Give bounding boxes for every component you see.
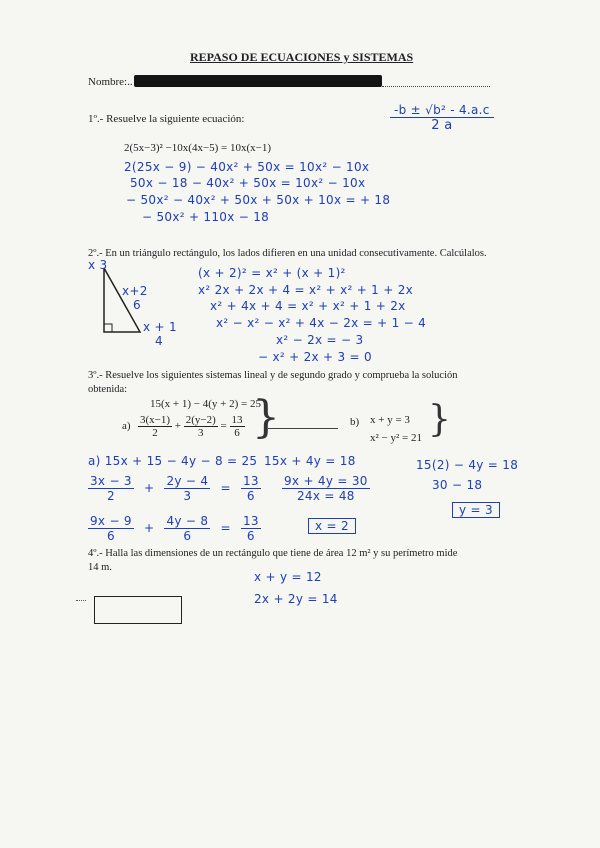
formula-denominator: 2 a <box>431 118 453 133</box>
triangle-label-base-val: 4 <box>155 334 163 348</box>
q3-prompt-line2: obtenida: <box>88 384 128 395</box>
q1-equation: 2(5x−3)² −10x(4x−5) = 10x(x−1) <box>124 142 272 154</box>
page-title: REPASO DE ECUACIONES y SISTEMAS <box>190 50 414 64</box>
q2-work-2: x² 2x + 2x + 4 = x² + x² + 1 + 2x <box>198 283 414 297</box>
redacted-name <box>134 75 382 87</box>
q4-work-1: x + y = 12 <box>254 570 322 584</box>
work-sum-top: 9x + 4y = 30 <box>284 474 368 488</box>
q2-work-4: x² − x² − x² + 4x − 2x = + 1 − 4 <box>216 316 427 330</box>
work-sum-bottom: 24x = 48 <box>296 489 355 503</box>
sys-a-label: a) <box>122 420 131 432</box>
sys-a-frac3-num: 13 <box>231 414 243 426</box>
work2-frac2-num: 4y − 8 <box>166 514 209 528</box>
q1-work-4: − 50x² + 110x − 18 <box>142 210 270 224</box>
sys-a-frac3-den: 6 <box>234 427 240 439</box>
triangle-label-hyp-val: 6 <box>133 298 141 312</box>
sys-b-eq1: x + y = 3 <box>370 414 410 426</box>
triangle-label-top: x 3 <box>88 258 108 272</box>
work-frac1-den: 2 <box>106 489 115 503</box>
work2-frac3-den: 6 <box>246 529 255 543</box>
rectangle-dot-mark <box>76 600 86 601</box>
triangle-label-base: x + 1 <box>143 320 177 334</box>
work2-frac2-den: 6 <box>183 529 192 543</box>
q2-work-5: x² − 2x = − 3 <box>276 333 364 347</box>
q4-work-2: 2x + 2y = 14 <box>254 592 338 606</box>
y-result-box: y = 3 <box>452 502 500 518</box>
work2-frac1-den: 6 <box>106 529 115 543</box>
sys-a-frac2-den: 3 <box>198 427 204 439</box>
sys-divider-line <box>268 428 338 429</box>
sys-b-label: b) <box>350 416 360 428</box>
q2-work-1: (x + 2)² = x² + (x + 1)² <box>198 266 346 280</box>
q1-prompt: 1º.- Resuelve la siguiente ecuación: <box>88 113 245 125</box>
q4-prompt-line1: 4º.- Halla las dimensiones de un rectángulo que tiene de área 12 m² y su perímetro mide <box>88 548 458 559</box>
q3-work-fracs: $\frac{3x - 3}{2}$ + $\frac{2y - 4}{3}$ = $\frac{13}{6}$ <box>90 474 259 503</box>
q3-work-fracs2: $\frac{9x - 9}{6}$ + $\frac{4y - 8}{6}$ = $\frac{13}{6}$ <box>90 514 259 543</box>
sys-a-frac2-num: 2(y−2) <box>185 414 216 426</box>
work2-frac3-num: 13 <box>242 514 259 528</box>
sys-a-frac1-num: 3(x−1) <box>140 414 171 426</box>
sys-a-frac1-den: 2 <box>152 427 158 439</box>
rectangle-drawing <box>94 596 182 624</box>
q3-prompt-line1: 3º.- Resuelve los siguientes sistemas lineal y de segundo grado y comprueba la solución <box>88 370 458 381</box>
q1-work-2: 50x − 18 − 40x² + 50x = 10x² − 10x <box>130 176 366 190</box>
quadratic-formula-note <box>390 103 494 133</box>
formula-numerator: -b ± √b² - 4.a.c <box>390 103 494 118</box>
name-label: Nombre:.. <box>88 76 133 88</box>
q3-work-sum <box>282 474 370 503</box>
name-dotted-line <box>382 86 490 87</box>
q2-work-3: x² + 4x + 4 = x² + x² + 1 + 2x <box>210 299 406 313</box>
sys-b-brace: } <box>428 399 451 440</box>
work-frac3-num: 13 <box>242 474 259 488</box>
sys-a-eq2: $\frac{3(x-1)}{2}$ + $\frac{2(y-2)}{3}$ = $\frac{13}{6}$ <box>140 414 243 439</box>
q3-work-row1b: 15x + 4y = 18 <box>264 454 356 468</box>
q1-work-1: 2(25x − 9) − 40x² + 50x = 10x² − 10x <box>124 160 370 174</box>
work2-frac1-num: 9x − 9 <box>90 514 132 528</box>
work-frac1-num: 3x − 3 <box>90 474 132 488</box>
q3-work-row1: a) 15x + 15 − 4y − 8 = 25 <box>88 454 258 468</box>
q3-work-row1d: 30 − 18 <box>432 478 483 492</box>
work-frac2-den: 3 <box>183 489 192 503</box>
sys-a-eq1: 15(x + 1) − 4(y + 2) = 25 <box>150 398 261 410</box>
x-result-box: x = 2 <box>308 518 356 534</box>
q1-work-3: − 50x² − 40x² + 50x + 50x + 10x = + 18 <box>126 193 391 207</box>
q4-prompt-line2: 14 m. <box>88 562 112 573</box>
work-frac2-num: 2y − 4 <box>166 474 209 488</box>
q2-work-6: − x² + 2x + 3 = 0 <box>258 350 372 364</box>
q3-work-row1c: 15(2) − 4y = 18 <box>416 458 519 472</box>
sys-b-eq2: x² − y² = 21 <box>370 432 423 444</box>
triangle-label-hyp: x+2 <box>122 284 148 298</box>
sys-a-brace: } <box>252 392 280 443</box>
q2-prompt: 2º.- En un triángulo rectángulo, los lados difieren en una unidad consecutivamente. Calcúlalos. <box>88 248 487 259</box>
work-frac3-den: 6 <box>246 489 255 503</box>
